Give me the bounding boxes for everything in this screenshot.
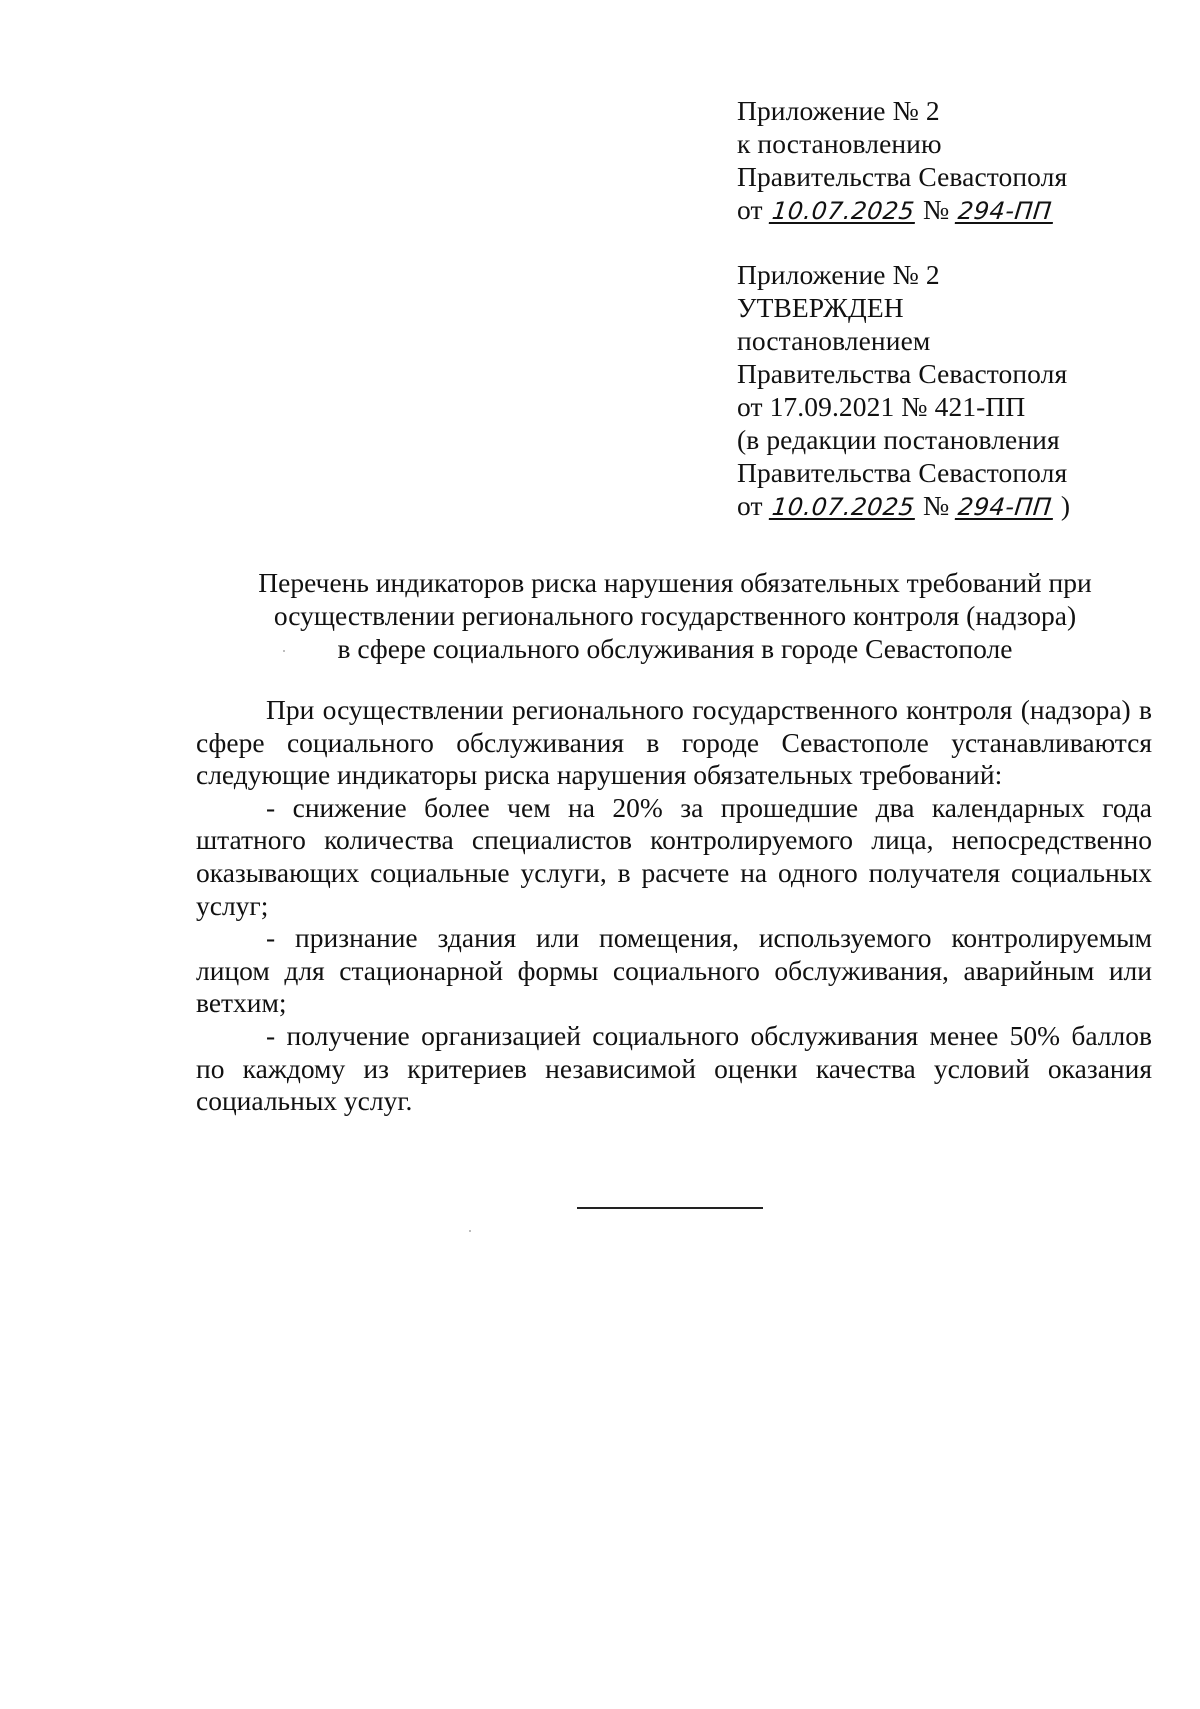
approval-line: Правительства Севастополя <box>737 358 1068 389</box>
handwritten-number: 294-ПП <box>956 197 1054 225</box>
number-sign: № <box>923 194 950 225</box>
title-line: осуществлении регионального государственного контроля (надзора) <box>273 600 1077 631</box>
list-item: - получение организацией социального обслуживания менее 50% баллов по каждому из критериев независимой оценки качества условий оказания социальных услуг. <box>196 1019 1152 1117</box>
list-item: - снижение более чем на 20% за прошедшие два календарных года штатного количества специалистов контролируемого лица, непосредственно оказывающих социальные услуги, в расчете на одного получателя социальных услуг; <box>196 791 1152 921</box>
approval-line: постановлением <box>737 325 931 356</box>
title-line: в сфере социального обслуживания в городе Севастополе <box>337 633 1013 664</box>
scan-speck <box>283 650 285 652</box>
date-prefix: от <box>737 490 763 521</box>
intro-paragraph: При осуществлении регионального государственного контроля (надзора) в сфере социального обслуживания в городе Севастополе устанавливаются следующие индикаторы риска нарушения обязательных требований: <box>196 694 1152 791</box>
title-line: Перечень индикаторов риска нарушения обязательных требований при <box>258 567 1092 598</box>
approval-block <box>737 258 1070 522</box>
document-body <box>196 694 1152 1118</box>
approval-date-line <box>737 489 1070 522</box>
closing-paren: ) <box>1060 490 1071 521</box>
document-title <box>200 566 1150 665</box>
approval-line: Приложение № 2 <box>737 259 940 290</box>
end-of-document-rule <box>577 1207 763 1209</box>
number-sign: № <box>923 490 950 521</box>
appendix-header <box>737 94 1067 226</box>
handwritten-number: 294-ПП <box>956 493 1054 521</box>
approval-line: Правительства Севастополя <box>737 457 1068 488</box>
approval-line: УТВЕРЖДЕН <box>737 292 904 323</box>
appendix-header-line: Приложение № 2 <box>737 95 940 126</box>
appendix-header-line: Правительства Севастополя <box>737 161 1068 192</box>
handwritten-date: 10.07.2025 <box>770 493 916 521</box>
appendix-header-line: к постановлению <box>737 128 942 159</box>
date-prefix: от <box>737 194 763 225</box>
scan-speck <box>469 1230 471 1232</box>
appendix-header-date-line <box>737 193 1067 226</box>
approval-line: от 17.09.2021 № 421-ПП <box>737 391 1026 422</box>
list-item: - признание здания или помещения, используемого контролируемым лицом для стационарной формы социального обслуживания, аварийным или ветхим; <box>196 922 1152 1019</box>
handwritten-date: 10.07.2025 <box>770 197 916 225</box>
approval-line: (в редакции постановления <box>737 424 1060 455</box>
